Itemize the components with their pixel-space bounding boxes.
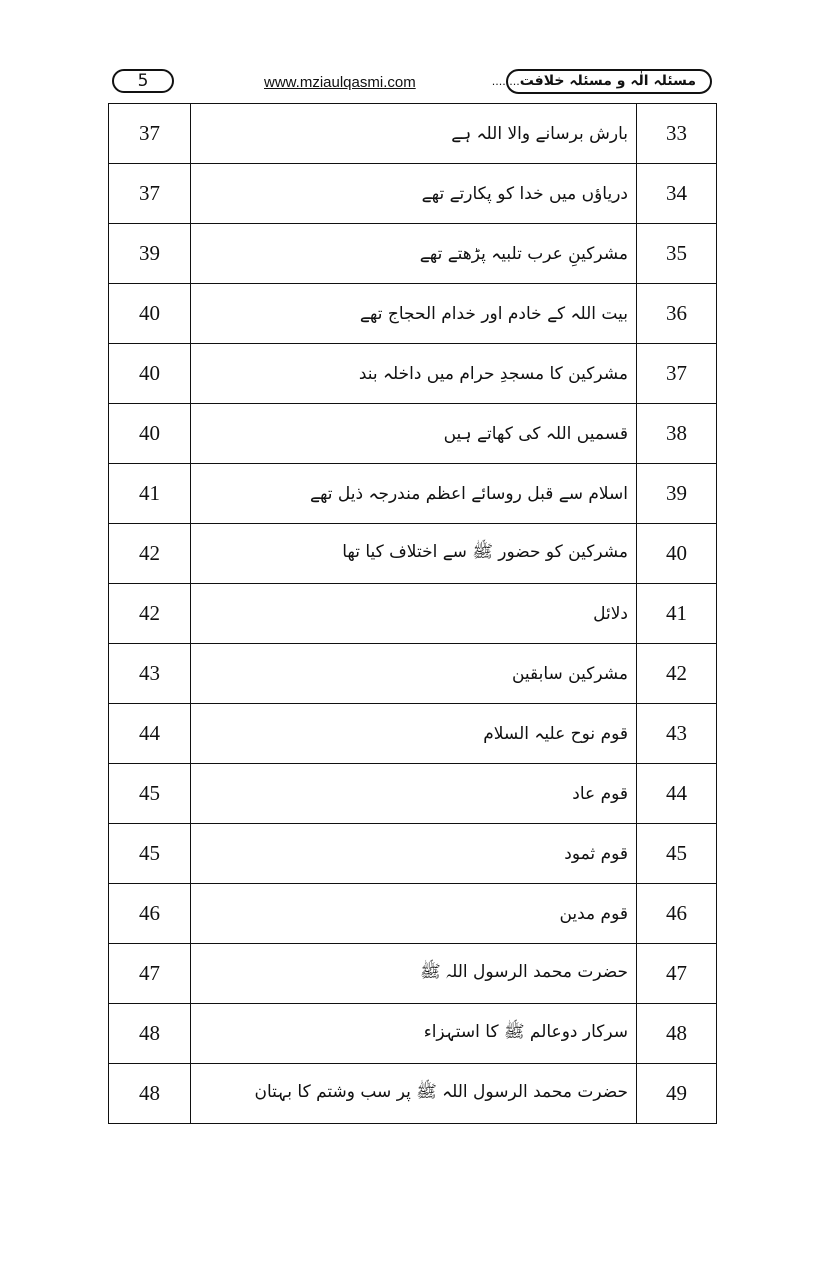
toc-entry-number: 45 xyxy=(637,824,717,884)
table-row xyxy=(109,524,717,584)
toc-entry-number: 46 xyxy=(637,884,717,944)
toc-entry-title: مشرکینِ عرب تلبیہ پڑھتے تھے xyxy=(191,224,637,284)
toc-page-number: 44 xyxy=(109,704,191,764)
toc-page-number: 40 xyxy=(109,344,191,404)
toc-body xyxy=(109,104,717,1124)
toc-page-number: 39 xyxy=(109,224,191,284)
toc-entry-number: 41 xyxy=(637,584,717,644)
toc-page-number: 40 xyxy=(109,404,191,464)
toc-entry-number: 35 xyxy=(637,224,717,284)
toc-entry-number: 40 xyxy=(637,524,717,584)
toc-entry-number: 43 xyxy=(637,704,717,764)
toc-entry-title: دلائل xyxy=(191,584,637,644)
table-row xyxy=(109,644,717,704)
toc-entry-title: حضرت محمد الرسول اللہ ﷺ xyxy=(191,944,637,1004)
table-row xyxy=(109,344,717,404)
toc-entry-title: مشرکین کا مسجدِ حرام میں داخلہ بند xyxy=(191,344,637,404)
book-title-dots: ........ xyxy=(491,75,520,88)
toc-page-number: 42 xyxy=(109,524,191,584)
toc-entry-title: حضرت محمد الرسول اللہ ﷺ پر سب وشتم کا بہتان xyxy=(191,1064,637,1124)
book-title-badge xyxy=(491,69,712,94)
toc-entry-number: 37 xyxy=(637,344,717,404)
toc-page-number: 42 xyxy=(109,584,191,644)
page-number-badge: 5 xyxy=(112,69,174,93)
toc-entry-title: قوم ثمود xyxy=(191,824,637,884)
website-link[interactable]: www.mziaulqasmi.com xyxy=(264,74,416,91)
toc-page-number: 47 xyxy=(109,944,191,1004)
table-row xyxy=(109,704,717,764)
table-row xyxy=(109,104,717,164)
toc-page-number: 45 xyxy=(109,764,191,824)
toc-entry-number: 36 xyxy=(637,284,717,344)
toc-page-number: 45 xyxy=(109,824,191,884)
toc-page-number: 48 xyxy=(109,1064,191,1124)
toc-entry-title: قوم مدین xyxy=(191,884,637,944)
table-row xyxy=(109,284,717,344)
table-row xyxy=(109,1004,717,1064)
toc-entry-title: اسلام سے قبل روسائے اعظم مندرجہ ذیل تھے xyxy=(191,464,637,524)
toc-entry-title: بارش برسانے والا اللہ ہے xyxy=(191,104,637,164)
toc-entry-title: مشرکین کو حضور ﷺ سے اختلاف کیا تھا xyxy=(191,524,637,584)
toc-page-number: 37 xyxy=(109,104,191,164)
book-title: مسئلہ الٰہ و مسئلہ خلافت xyxy=(519,73,696,89)
toc-entry-number: 39 xyxy=(637,464,717,524)
table-row xyxy=(109,1064,717,1124)
table-of-contents xyxy=(108,103,717,1124)
toc-entry-number: 47 xyxy=(637,944,717,1004)
toc-entry-number: 33 xyxy=(637,104,717,164)
table-row xyxy=(109,584,717,644)
table-row xyxy=(109,944,717,1004)
table-row xyxy=(109,164,717,224)
toc-entry-number: 48 xyxy=(637,1004,717,1064)
toc-page-number: 43 xyxy=(109,644,191,704)
toc-entry-title: سرکار دوعالم ﷺ کا استہزاء xyxy=(191,1004,637,1064)
table-row xyxy=(109,764,717,824)
table-row xyxy=(109,464,717,524)
toc-entry-number: 34 xyxy=(637,164,717,224)
toc-entry-title: بیت اللہ کے خادم اور خدام الحجاج تھے xyxy=(191,284,637,344)
toc-entry-title: قوم نوح علیہ السلام xyxy=(191,704,637,764)
table-row xyxy=(109,224,717,284)
toc-page-number: 40 xyxy=(109,284,191,344)
toc-entry-number: 49 xyxy=(637,1064,717,1124)
toc-page-number: 46 xyxy=(109,884,191,944)
toc-entry-title: قوم عاد xyxy=(191,764,637,824)
toc-page-number: 41 xyxy=(109,464,191,524)
toc-entry-title: دریاؤں میں خدا کو پکارتے تھے xyxy=(191,164,637,224)
table-row xyxy=(109,404,717,464)
table-row xyxy=(109,884,717,944)
toc-entry-number: 38 xyxy=(637,404,717,464)
toc-entry-title: مشرکین سابقین xyxy=(191,644,637,704)
toc-entry-number: 44 xyxy=(637,764,717,824)
toc-entry-title: قسمیں اللہ کی کھاتے ہیں xyxy=(191,404,637,464)
toc-page-number: 37 xyxy=(109,164,191,224)
table-row xyxy=(109,824,717,884)
toc-entry-number: 42 xyxy=(637,644,717,704)
page-header xyxy=(0,0,825,100)
toc-page-number: 48 xyxy=(109,1004,191,1064)
